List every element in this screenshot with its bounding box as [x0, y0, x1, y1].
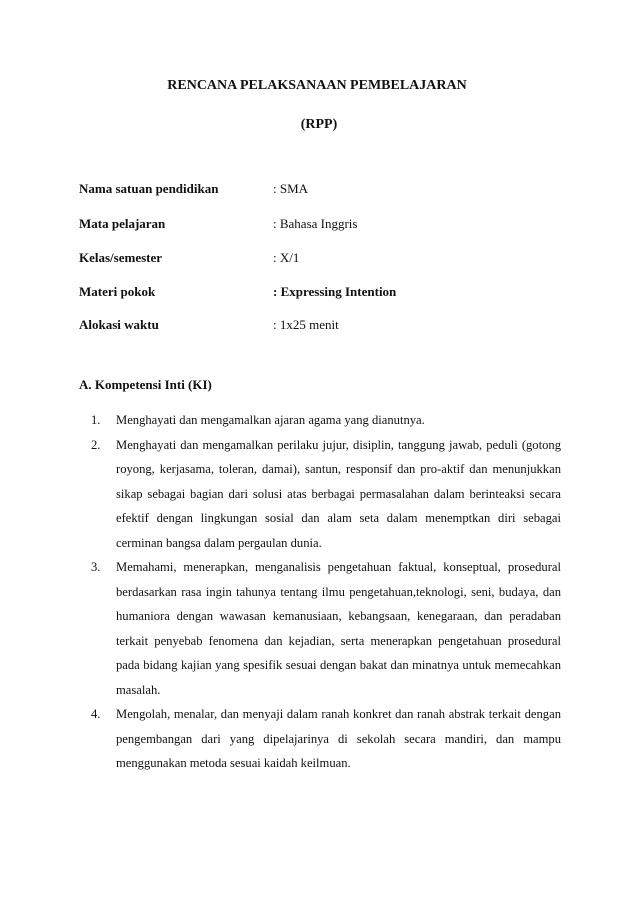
ki-item-number: 1. [91, 413, 101, 427]
ki-item [79, 702, 561, 776]
ki-item [79, 408, 561, 433]
ki-item [79, 555, 561, 702]
ki-item-number: 2. [91, 437, 101, 452]
ki-list [79, 408, 561, 776]
document-title: RENCANA PELAKSANAAN PEMBELAJARAN [167, 78, 467, 93]
ki-item-number: 3. [91, 560, 101, 574]
identity-label: Alokasi waktu [79, 317, 159, 332]
identity-value: : Bahasa Inggris [273, 216, 358, 231]
identity-row [79, 317, 559, 335]
identity-label: Materi pokok [79, 284, 156, 299]
identity-label: Kelas/semester [79, 250, 163, 265]
ki-item-text: Memahami, menerapkan, menganalisis pengetahuan faktual, konseptual, prosedural berdasarkan rasa ingin tahunya tentang ilmu pengetahuan,teknologi, seni, budaya, dan humaniora dengan wawasan kemanusiaan, kebangsaan, kenegaraan, dan peradaban terkait penyebab fenomena dan kejadian, serta menerapkan pengetahuan prosedural pada bidang kajian yang spesifik sesuai dengan bakat dan minatnya untuk memecahkan masalah. [116, 560, 561, 697]
identity-row [79, 216, 559, 234]
identity-value: : X/1 [273, 250, 300, 265]
ki-item [79, 433, 561, 556]
identity-row [79, 284, 559, 302]
ki-item-text: Mengolah, menalar, dan menyaji dalam ranah konkret dan ranah abstrak terkait dengan pengembangan dari yang dipelajarinya di sekolah secara mandiri, dan mampu menggunakan metoda sesuai kaidah keilmuan. [116, 707, 561, 770]
identity-label: Mata pelajaran [79, 216, 166, 231]
identity-value: : SMA [273, 181, 309, 196]
identity-label: Nama satuan pendidikan [79, 181, 219, 196]
identity-row [79, 250, 559, 268]
ki-item-number: 4. [91, 707, 101, 721]
document-subtitle: (RPP) [300, 117, 338, 132]
identity-value: : Expressing Intention [273, 284, 397, 299]
ki-item-text: Menghayati dan mengamalkan ajaran agama yang dianutnya. [116, 413, 425, 427]
identity-row [79, 181, 559, 199]
identity-value: : 1x25 menit [273, 317, 339, 332]
ki-item-text: Menghayati dan mengamalkan perilaku jujur, disiplin, tanggung jawab, peduli (gotong royong, kerjasama, toleran, damai), santun, responsif dan pro-aktif dan menunjukkan sikap sebagai bagian dari solusi atas berbagai permasalahan dalam berinteaksi secara efektif dengan lingkungan sosial dan alam seta dalam menemptkan diri sebagai cerminan bangsa dalam pergaulan dunia. [116, 437, 561, 550]
section-heading-ki: A. Kompetensi Inti (KI) [79, 377, 212, 392]
